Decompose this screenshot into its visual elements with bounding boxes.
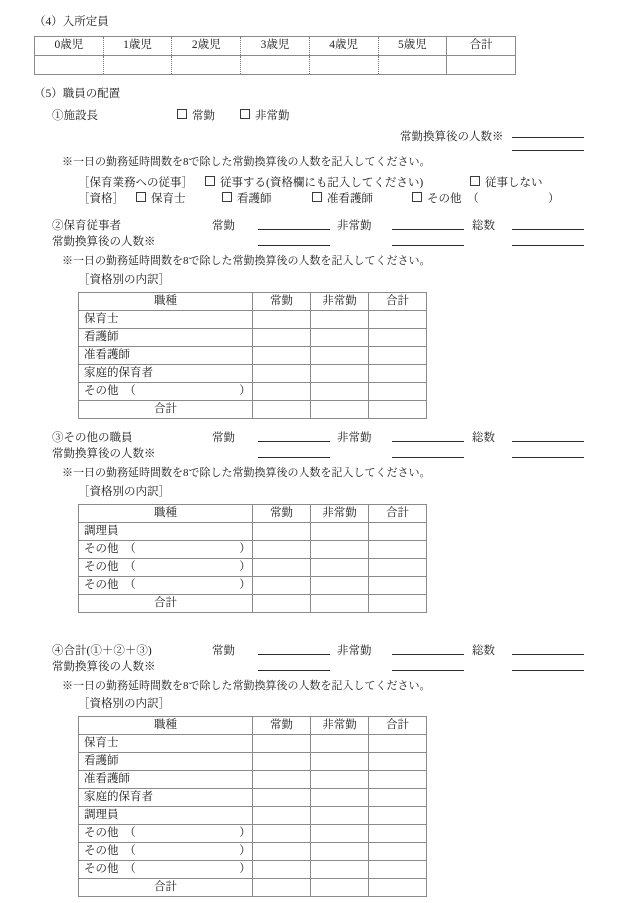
item3-hijoukin-field[interactable] [392,430,464,442]
table-total-row [79,594,427,612]
item3-kinmu-field[interactable] [258,430,330,442]
item2-cell-kinmu-0[interactable] [253,310,311,328]
item1-heading-row [0,108,630,124]
col-header-job: 職種 [79,292,253,310]
item4-row-label-1: 看護師 [79,753,253,771]
item3-breakdown-label: ［資格別の内訳］ [78,485,170,498]
item4-cell-total-5[interactable] [369,825,427,843]
item2-row-label-0: 保育士 [79,310,253,328]
table-row [79,753,427,771]
capacity-header-age3: 3歳児 [241,36,310,55]
section-4-heading: （4）入所定員 [34,16,109,28]
item3-total-label: 合計 [79,594,253,612]
item3-conversion-sousuu-field[interactable] [512,446,584,458]
item4-cell-total-4[interactable] [369,807,427,825]
col-header-job: 職種 [79,504,253,522]
item1-checkbox-sonota[interactable] [412,191,479,208]
item2-cell-total-0[interactable] [369,310,427,328]
item1-note: ※一日の勤務延時間数を8で除した常勤換算後の人数を記入してください。 [62,156,431,169]
item4-row-label-6: その他 （ ） [79,843,253,861]
capacity-value-total[interactable] [447,55,516,74]
table-total-row [79,879,427,897]
item2-conversion-sousuu-field[interactable] [512,234,584,246]
item4-total-label: 合計 [79,879,253,897]
item1-duty-row [0,175,630,191]
item3-total-hijoukin[interactable] [311,594,369,612]
item1-qualification-label: ［資格］ [78,193,124,206]
item1-checkbox-duty-no[interactable] [470,175,543,192]
checkbox-icon[interactable] [205,176,215,186]
item4-cell-hijoukin-6[interactable] [311,843,369,861]
item3-cell-hijoukin-2[interactable] [311,558,369,576]
item4-cell-total-3[interactable] [369,789,427,807]
table-header-row [79,717,427,735]
item4-kinmu-field[interactable] [258,643,330,655]
item4-sousuu-label: 総数 [472,644,495,657]
item3-sousuu-label: 総数 [472,431,495,444]
item3-cell-hijoukin-0[interactable] [311,522,369,540]
item2-total-label: 合計 [79,400,253,418]
item2-breakdown-table [78,292,427,419]
capacity-header-row [35,36,516,55]
item2-hijoukin-field[interactable] [392,218,464,230]
capacity-value-age0[interactable] [35,55,104,74]
item3-hijoukin-label: 非常勤 [337,431,372,444]
item4-sousuu-field[interactable] [512,643,584,655]
item2-cell-hijoukin-0[interactable] [311,310,369,328]
capacity-header-age0: 0歳児 [35,36,104,55]
item4-hijoukin-field[interactable] [392,643,464,655]
item2-total-hijoukin[interactable] [311,400,369,418]
item1-checkbox-hoikushi[interactable] [136,191,186,208]
table-row [79,843,427,861]
item2-heading-row [0,218,630,234]
item2-cell-kinmu-3[interactable] [253,364,311,382]
col-header-total: 合計 [369,292,427,310]
table-row [79,328,427,346]
table-header-row [79,292,427,310]
item3-cell-total-3[interactable] [369,576,427,594]
item1-checkbox-duty-yes[interactable] [205,175,423,192]
item3-cell-hijoukin-3[interactable] [311,576,369,594]
table-row [79,522,427,540]
item2-cell-kinmu-2[interactable] [253,346,311,364]
item4-row-label-4: 調理員 [79,807,253,825]
table-row [79,382,427,400]
item2-total-kinmu[interactable] [253,400,311,418]
item3-cell-total-2[interactable] [369,558,427,576]
item3-conversion-hijoukin-field[interactable] [392,446,464,458]
item2-cell-hijoukin-2[interactable] [311,346,369,364]
col-header-total: 合計 [369,717,427,735]
item4-cell-total-7[interactable] [369,861,427,879]
item1-conversion-row [0,124,630,148]
item1-checkbox-kinmu[interactable] [177,108,215,125]
item1-qualification-row [0,191,630,207]
item3-cell-total-0[interactable] [369,522,427,540]
item4-cell-hijoukin-7[interactable] [311,861,369,879]
checkbox-icon[interactable] [240,109,250,119]
item1-duty-option-no-label: 従事しない [485,177,543,190]
item2-row-label-3: 家庭的保育者 [79,364,253,382]
item2-cell-kinmu-4[interactable] [253,382,311,400]
item3-breakdown-table [78,504,427,613]
item3-total-total[interactable] [369,594,427,612]
item4-conversion-row [0,659,630,675]
checkbox-icon[interactable] [222,192,232,202]
item1-checkbox-junkangoshi[interactable] [312,191,373,208]
item1-option-kinmu-label: 常勤 [192,110,215,123]
col-header-kinmu: 常勤 [253,717,311,735]
col-header-hijoukin: 非常勤 [311,504,369,522]
table-row [79,735,427,753]
item2-conversion-label: 常勤換算後の人数※ [52,236,156,249]
table-row [79,576,427,594]
item3-heading-row [0,430,630,446]
capacity-header-total: 合計 [447,36,516,55]
capacity-header-age4: 4歳児 [309,36,378,55]
col-header-hijoukin: 非常勤 [311,292,369,310]
item4-cell-hijoukin-3[interactable] [311,789,369,807]
checkbox-icon[interactable] [470,176,480,186]
item4-cell-hijoukin-4[interactable] [311,807,369,825]
item1-conversion-field-bottom[interactable] [512,139,584,151]
table-row [79,346,427,364]
item1-qual-option-0-label: 保育士 [151,193,186,206]
item4-cell-hijoukin-0[interactable] [311,735,369,753]
item2-cell-total-4[interactable] [369,382,427,400]
capacity-value-age1[interactable] [103,55,172,74]
col-header-hijoukin: 非常勤 [311,717,369,735]
item3-cell-kinmu-1[interactable] [253,540,311,558]
item4-breakdown-label: ［資格別の内訳］ [78,698,170,711]
item4-row-label-2: 准看護師 [79,771,253,789]
item1-checkbox-kangoshi[interactable] [222,191,272,208]
capacity-value-age2[interactable] [172,55,241,74]
item1-conversion-field-top[interactable] [512,126,584,138]
item4-cell-kinmu-4[interactable] [253,807,311,825]
item1-conversion-label: 常勤換算後の人数※ [400,131,504,144]
item2-heading: ②保育従事者 [52,220,121,233]
item3-note: ※一日の勤務延時間数を8で除した常勤換算後の人数を記入してください。 [62,466,431,479]
item1-qual-other-label: その他 （ [427,193,479,206]
item3-cell-total-1[interactable] [369,540,427,558]
item4-cell-total-0[interactable] [369,735,427,753]
item1-qual-option-2-label: 准看護師 [327,193,373,206]
item2-sousuu-label: 総数 [472,220,495,233]
item4-cell-total-2[interactable] [369,771,427,789]
item3-row-label-2: その他 （ ） [79,558,253,576]
item3-row-label-3: その他 （ ） [79,576,253,594]
item3-conversion-kinmu-field[interactable] [258,446,330,458]
item4-cell-kinmu-6[interactable] [253,843,311,861]
table-row [79,807,427,825]
checkbox-icon[interactable] [412,192,422,202]
item3-cell-kinmu-0[interactable] [253,522,311,540]
item3-conversion-label: 常勤換算後の人数※ [52,447,156,460]
col-header-kinmu: 常勤 [253,504,311,522]
item4-cell-kinmu-5[interactable] [253,825,311,843]
item2-total-total[interactable] [369,400,427,418]
item1-checkbox-hijoukin[interactable] [240,108,290,125]
item1-heading: ①施設長 [52,110,98,123]
table-row [79,364,427,382]
item2-conversion-row [0,234,630,250]
item2-cell-hijoukin-1[interactable] [311,328,369,346]
item2-breakdown-label: ［資格別の内訳］ [78,274,170,287]
item1-qual-other-close: ） [548,193,560,206]
checkbox-icon[interactable] [177,109,187,119]
item1-option-hijoukin-label: 非常勤 [255,110,290,123]
item2-cell-total-3[interactable] [369,364,427,382]
item2-kinmu-field[interactable] [258,218,330,230]
section-5-heading: （5）職員の配置 [34,87,121,100]
item3-cell-hijoukin-1[interactable] [311,540,369,558]
col-header-total: 合計 [369,504,427,522]
item4-conversion-sousuu-field[interactable] [512,659,584,671]
item4-cell-kinmu-3[interactable] [253,789,311,807]
item2-cell-hijoukin-4[interactable] [311,382,369,400]
checkbox-icon[interactable] [136,192,146,202]
capacity-table [34,36,516,75]
table-row [79,771,427,789]
item4-kinmu-label: 常勤 [212,644,235,657]
item4-cell-kinmu-2[interactable] [253,771,311,789]
item2-sousuu-field[interactable] [512,218,584,230]
capacity-header-age2: 2歳児 [172,36,241,55]
table-total-row [79,400,427,418]
item1-duty-option-yes-label: 従事する(資格欄にも記入してください) [220,177,424,190]
item3-row-label-0: 調理員 [79,522,253,540]
item4-cell-kinmu-7[interactable] [253,861,311,879]
col-header-job: 職種 [79,717,253,735]
item1-duty-label: ［保育業務への従事］ [78,177,193,190]
item4-conversion-label: 常勤換算後の人数※ [52,660,156,673]
item3-cell-kinmu-2[interactable] [253,558,311,576]
item4-hijoukin-label: 非常勤 [337,644,372,657]
item2-conversion-kinmu-field[interactable] [258,234,330,246]
item4-cell-kinmu-1[interactable] [253,753,311,771]
item4-note: ※一日の勤務延時間数を8で除した常勤換算後の人数を記入してください。 [62,679,431,692]
item2-cell-total-2[interactable] [369,346,427,364]
table-row [79,558,427,576]
item4-conversion-hijoukin-field[interactable] [392,659,464,671]
item4-row-label-5: その他 （ ） [79,825,253,843]
item3-cell-kinmu-3[interactable] [253,576,311,594]
capacity-value-age5[interactable] [378,55,447,74]
item2-cell-hijoukin-3[interactable] [311,364,369,382]
item3-sousuu-field[interactable] [512,430,584,442]
item3-row-label-1: その他 （ ） [79,540,253,558]
item4-total-kinmu[interactable] [253,879,311,897]
capacity-header-age1: 1歳児 [103,36,172,55]
table-row [79,310,427,328]
item2-cell-kinmu-1[interactable] [253,328,311,346]
item4-cell-kinmu-0[interactable] [253,735,311,753]
item1-qual-option-1-label: 看護師 [237,193,272,206]
capacity-value-age4[interactable] [309,55,378,74]
item4-total-hijoukin[interactable] [311,879,369,897]
checkbox-icon[interactable] [312,192,322,202]
table-row [79,825,427,843]
table-row [79,540,427,558]
item2-cell-total-1[interactable] [369,328,427,346]
col-header-kinmu: 常勤 [253,292,311,310]
item4-cell-total-1[interactable] [369,753,427,771]
item4-row-label-0: 保育士 [79,735,253,753]
item3-conversion-row [0,446,630,462]
table-row [79,789,427,807]
capacity-header-age5: 5歳児 [378,36,447,55]
item4-total-total[interactable] [369,879,427,897]
item2-kinmu-label: 常勤 [212,220,235,233]
item2-row-label-2: 准看護師 [79,346,253,364]
item3-kinmu-label: 常勤 [212,431,235,444]
item4-cell-hijoukin-2[interactable] [311,771,369,789]
item2-hijoukin-label: 非常勤 [337,220,372,233]
capacity-value-row [35,55,516,74]
item4-heading-row [0,643,630,659]
item2-row-label-4: その他 （ ） [79,382,253,400]
item4-cell-hijoukin-5[interactable] [311,825,369,843]
item2-row-label-1: 看護師 [79,328,253,346]
item4-row-label-3: 家庭的保育者 [79,789,253,807]
item2-conversion-hijoukin-field[interactable] [392,234,464,246]
item3-total-kinmu[interactable] [253,594,311,612]
table-row [79,861,427,879]
capacity-value-age3[interactable] [241,55,310,74]
item4-cell-total-6[interactable] [369,843,427,861]
item4-heading: ④合計(①＋②＋③) [52,644,152,657]
item4-row-label-7: その他 （ ） [79,861,253,879]
item4-conversion-kinmu-field[interactable] [258,659,330,671]
table-header-row [79,504,427,522]
item4-breakdown-table [78,716,427,897]
item3-heading: ③その他の職員 [52,431,133,444]
item4-cell-hijoukin-1[interactable] [311,753,369,771]
item2-note: ※一日の勤務延時間数を8で除した常勤換算後の人数を記入してください。 [62,255,431,268]
